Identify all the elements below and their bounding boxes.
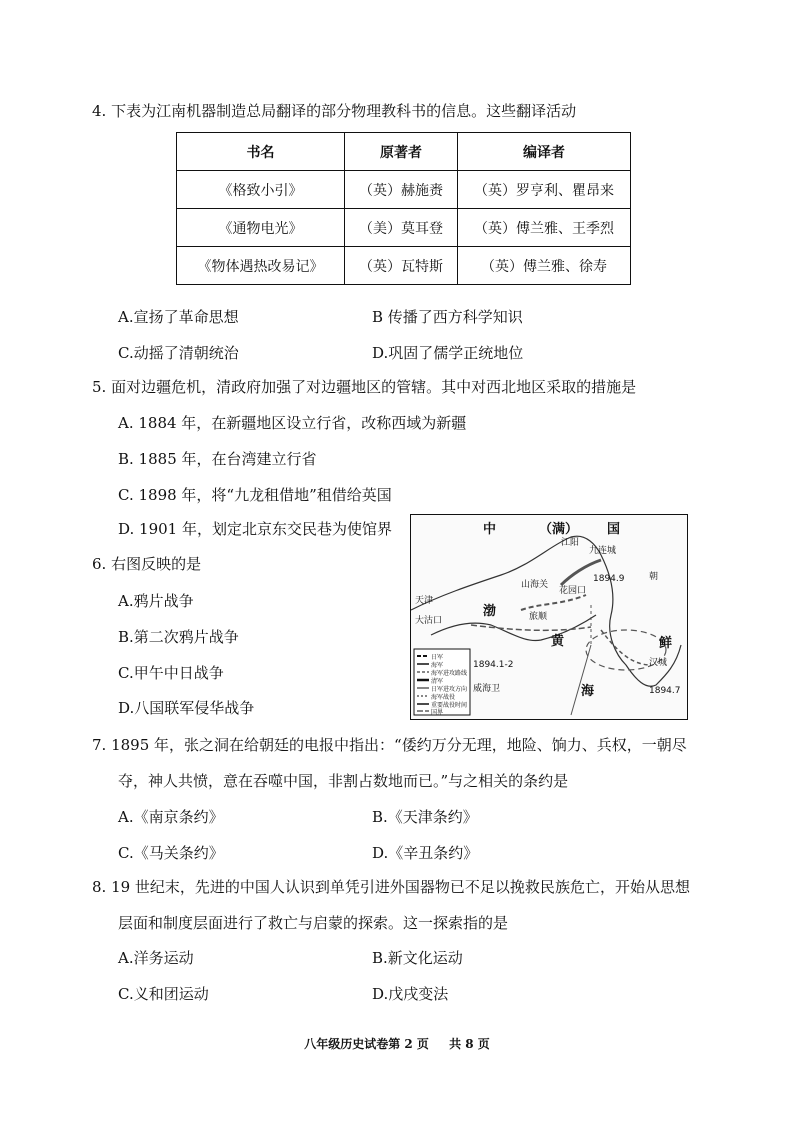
map-title-left: 中	[483, 522, 497, 537]
table-cell: 《物体遇热改易记》	[177, 247, 345, 285]
table-row	[177, 171, 631, 209]
table-header: 编译者	[458, 133, 631, 171]
map-sea-label: 渤	[483, 604, 497, 619]
table-cell: （英）罗亨利、瞿昂来	[458, 171, 631, 209]
q8-stem-line2: 层面和制度层面进行了救亡与启蒙的探索。这一探索指的是	[118, 914, 509, 932]
q7-option-a[interactable]: A.《南京条约》	[118, 808, 224, 826]
war-map	[410, 514, 688, 720]
map-label: 朝	[649, 572, 659, 582]
map-label: 汉城	[649, 658, 668, 668]
map-label: 威海卫	[473, 684, 501, 694]
legend-label: 国界	[431, 709, 444, 716]
q4-stem: 4. 下表为江南机器制造总局翻译的部分物理教科书的信息。这些翻译活动	[92, 102, 577, 120]
q7-option-c[interactable]: C.《马关条约》	[118, 844, 224, 862]
q5-option-a[interactable]: A. 1884 年，在新疆地区设立行省，改称西域为新疆	[118, 414, 467, 432]
map-title-mid: （满）	[539, 522, 579, 537]
q6-option-d[interactable]: D.八国联军侵华战争	[118, 699, 255, 717]
map-sea-label: 黄	[551, 634, 565, 649]
q8-option-b[interactable]: B.新文化运动	[372, 949, 463, 967]
q7-stem-line2: 夺，神人共愤，意在吞噬中国，非割占数地而已。”与之相关的条约是	[118, 772, 569, 790]
table-cell: （英）傅兰雅、徐寿	[458, 247, 631, 285]
map-label: 大沽口	[415, 616, 443, 626]
map-title-right: 国	[607, 522, 621, 537]
q6-option-c[interactable]: C.甲午中日战争	[118, 664, 224, 682]
q4-option-c[interactable]: C.动摇了清朝统治	[118, 344, 239, 362]
table-cell: （美）莫耳登	[345, 209, 458, 247]
table-cell: （英）赫施赉	[345, 171, 458, 209]
map-label: 江阳	[561, 538, 580, 548]
q5-option-d[interactable]: D. 1901 年，划定北京东交民巷为使馆界	[118, 520, 392, 538]
map-label: 九连城	[589, 546, 617, 556]
q8-stem-line1: 8. 19 世纪末，先进的中国人认识到单凭引进外国器物已不足以挽救民族危亡，开始从思想	[92, 878, 690, 896]
map-label: 1894.7	[649, 686, 681, 696]
legend-label: 海军战役	[431, 694, 456, 701]
footer-total-pages: 共 8 页	[449, 1037, 490, 1051]
japan-route	[601, 630, 651, 665]
table-cell: （英）傅兰雅、王季烈	[458, 209, 631, 247]
table-header: 书名	[177, 133, 345, 171]
table-cell: （英）瓦特斯	[345, 247, 458, 285]
map-label: 1894.9	[593, 574, 625, 584]
map-sea-label: 海	[581, 684, 595, 699]
q7-stem-line1: 7. 1895 年，张之洞在给朝廷的电报中指出：“倭约万分无理，地险、饷力、兵权，一朝尽	[92, 736, 687, 754]
q4-option-d[interactable]: D.巩固了儒学正统地位	[372, 344, 524, 362]
q5-option-c[interactable]: C. 1898 年，将“九龙租借地”租借给英国	[118, 486, 392, 504]
q8-option-a[interactable]: A.洋务运动	[118, 949, 194, 967]
q4-option-b[interactable]: B 传播了西方科学知识	[372, 308, 523, 326]
legend-label: 日军进攻方向	[431, 686, 468, 693]
coastline	[431, 615, 596, 641]
map-label: 1894.1-2	[473, 660, 514, 670]
q4-option-a[interactable]: A.宣扬了革命思想	[118, 308, 239, 326]
border-line	[571, 645, 591, 715]
q6-option-b[interactable]: B.第二次鸦片战争	[118, 628, 239, 646]
war-map-svg	[411, 515, 687, 719]
table-header: 原著者	[345, 133, 458, 171]
legend-label: 重要战役时间	[431, 702, 468, 709]
textbook-table	[176, 132, 631, 285]
q8-option-d[interactable]: D.戊戌变法	[372, 985, 449, 1003]
q8-option-c[interactable]: C.义和团运动	[118, 985, 209, 1003]
q6-option-a[interactable]: A.鸦片战争	[118, 592, 194, 610]
table-header-row	[177, 133, 631, 171]
footer-page-number: 八年级历史试卷第 2 页	[304, 1037, 429, 1051]
page-footer	[0, 1035, 794, 1052]
legend-label: 海军	[431, 662, 444, 669]
q5-stem: 5. 面对边疆危机，清政府加强了对边疆地区的管辖。其中对西北地区采取的措施是	[92, 378, 637, 396]
table-row	[177, 247, 631, 285]
legend-label: 日军	[431, 654, 444, 661]
map-label: 花园口	[559, 586, 587, 596]
q7-option-b[interactable]: B.《天津条约》	[372, 808, 478, 826]
q6-stem: 6. 右图反映的是	[92, 555, 202, 573]
map-label: 山海关	[521, 580, 549, 590]
map-label: 天津	[415, 596, 434, 606]
map-sea-label: 鲜	[659, 636, 673, 651]
q7-option-d[interactable]: D.《辛丑条约》	[372, 844, 479, 862]
legend-label: 海军进攻路线	[431, 670, 468, 677]
navy-route	[521, 595, 586, 610]
table-cell: 《通物电光》	[177, 209, 345, 247]
q5-option-b[interactable]: B. 1885 年，在台湾建立行省	[118, 450, 317, 468]
legend-label: 清军	[431, 678, 444, 685]
table-cell: 《格致小引》	[177, 171, 345, 209]
table-row	[177, 209, 631, 247]
map-label: 旅顺	[529, 612, 548, 622]
